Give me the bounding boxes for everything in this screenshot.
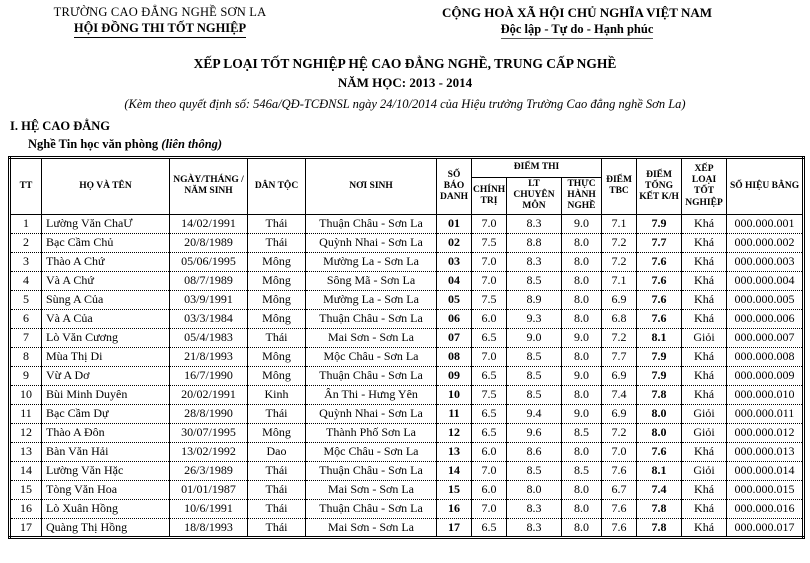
table-row bbox=[10, 518, 804, 537]
table-row bbox=[10, 442, 804, 461]
cell-birthplace: Mai Sơn - Sơn La bbox=[306, 518, 437, 537]
cell-dob: 03/9/1991 bbox=[170, 290, 248, 309]
col-header-tbc: ĐIỂM TBC bbox=[602, 158, 637, 215]
cell-politics-score: 7.5 bbox=[472, 290, 507, 309]
cell-theory-score: 8.9 bbox=[507, 290, 562, 309]
cell-dob: 20/8/1989 bbox=[170, 233, 248, 252]
cell-dob: 30/07/1995 bbox=[170, 423, 248, 442]
cell-tbc-score: 7.2 bbox=[602, 328, 637, 347]
cell-rank: Khá bbox=[682, 499, 727, 518]
cell-final-score: 7.6 bbox=[637, 290, 682, 309]
section-heading-he-cao-dang: I. HỆ CAO ĐẲNG bbox=[10, 119, 111, 133]
cell-name: Lường Văn ChaƯ bbox=[42, 214, 170, 233]
table-row bbox=[10, 252, 804, 271]
cell-name: Lò Văn Cương bbox=[42, 328, 170, 347]
cell-diploma-number: 000.000.008 bbox=[727, 347, 804, 366]
cell-final-score: 7.6 bbox=[637, 252, 682, 271]
cell-candidate-number: 08 bbox=[437, 347, 472, 366]
cell-practice-score: 8.0 bbox=[562, 252, 602, 271]
cell-tt: 7 bbox=[10, 328, 42, 347]
table-row bbox=[10, 347, 804, 366]
cell-tbc-score: 7.2 bbox=[602, 423, 637, 442]
cell-rank: Khá bbox=[682, 480, 727, 499]
cell-tt: 14 bbox=[10, 461, 42, 480]
cell-name: Bạc Cầm Dự bbox=[42, 404, 170, 423]
col-header-name: HỌ VÀ TÊN bbox=[42, 158, 170, 215]
cell-ethnicity: Thái bbox=[248, 518, 306, 537]
organization-block bbox=[10, 5, 310, 39]
cell-practice-score: 8.0 bbox=[562, 290, 602, 309]
cell-theory-score: 8.3 bbox=[507, 252, 562, 271]
cell-name: Mùa Thị Di bbox=[42, 347, 170, 366]
cell-practice-score: 8.0 bbox=[562, 309, 602, 328]
cell-candidate-number: 07 bbox=[437, 328, 472, 347]
cell-final-score: 8.1 bbox=[637, 461, 682, 480]
cell-politics-score: 7.0 bbox=[472, 214, 507, 233]
cell-tbc-score: 7.2 bbox=[602, 233, 637, 252]
cell-rank: Giỏi bbox=[682, 404, 727, 423]
table-row bbox=[10, 423, 804, 442]
cell-candidate-number: 09 bbox=[437, 366, 472, 385]
table-row bbox=[10, 309, 804, 328]
cell-diploma-number: 000.000.003 bbox=[727, 252, 804, 271]
cell-name: Bùi Minh Duyên bbox=[42, 385, 170, 404]
cell-dob: 08/7/1989 bbox=[170, 271, 248, 290]
cell-practice-score: 8.0 bbox=[562, 480, 602, 499]
table-row bbox=[10, 499, 804, 518]
cell-candidate-number: 11 bbox=[437, 404, 472, 423]
cell-candidate-number: 12 bbox=[437, 423, 472, 442]
cell-diploma-number: 000.000.014 bbox=[727, 461, 804, 480]
cell-diploma-number: 000.000.002 bbox=[727, 233, 804, 252]
cell-practice-score: 9.0 bbox=[562, 404, 602, 423]
cell-candidate-number: 14 bbox=[437, 461, 472, 480]
cell-ethnicity: Mông bbox=[248, 290, 306, 309]
cell-rank: Khá bbox=[682, 233, 727, 252]
col-header-final-score: ĐIỂM TỔNG KẾT K/H bbox=[637, 158, 682, 215]
cell-tbc-score: 7.2 bbox=[602, 252, 637, 271]
cell-diploma-number: 000.000.004 bbox=[727, 271, 804, 290]
cell-dob: 20/02/1991 bbox=[170, 385, 248, 404]
cell-theory-score: 8.5 bbox=[507, 271, 562, 290]
cell-diploma-number: 000.000.010 bbox=[727, 385, 804, 404]
cell-birthplace: Thuận Châu - Sơn La bbox=[306, 499, 437, 518]
col-header-rank: XẾP LOẠI TỐT NGHIỆP bbox=[682, 158, 727, 215]
cell-rank: Khá bbox=[682, 385, 727, 404]
col-header-theory: LT CHUYÊN MÔN bbox=[507, 178, 562, 215]
cell-dob: 21/8/1993 bbox=[170, 347, 248, 366]
cell-dob: 10/6/1991 bbox=[170, 499, 248, 518]
cell-ethnicity: Mông bbox=[248, 366, 306, 385]
cell-birthplace: Mai Sơn - Sơn La bbox=[306, 328, 437, 347]
table-body bbox=[10, 214, 804, 537]
document-title: XẾP LOẠI TỐT NGHIỆP HỆ CAO ĐẲNG NGHỀ, TRUNG CẤP NGHỀ bbox=[193, 56, 617, 71]
cell-ethnicity: Mông bbox=[248, 423, 306, 442]
cell-practice-score: 8.0 bbox=[562, 347, 602, 366]
cell-birthplace: Sông Mã - Sơn La bbox=[306, 271, 437, 290]
cell-practice-score: 9.0 bbox=[562, 214, 602, 233]
cell-dob: 14/02/1991 bbox=[170, 214, 248, 233]
cell-tbc-score: 7.6 bbox=[602, 461, 637, 480]
cell-birthplace: Mai Sơn - Sơn La bbox=[306, 480, 437, 499]
cell-politics-score: 6.0 bbox=[472, 442, 507, 461]
cell-final-score: 7.9 bbox=[637, 347, 682, 366]
cell-theory-score: 8.3 bbox=[507, 518, 562, 537]
cell-ethnicity: Thái bbox=[248, 233, 306, 252]
cell-politics-score: 7.0 bbox=[472, 461, 507, 480]
cell-diploma-number: 000.000.007 bbox=[727, 328, 804, 347]
cell-dob: 05/06/1995 bbox=[170, 252, 248, 271]
cell-birthplace: Mộc Châu - Sơn La bbox=[306, 347, 437, 366]
cell-practice-score: 8.0 bbox=[562, 233, 602, 252]
table-row bbox=[10, 461, 804, 480]
cell-name: Lò Xuân Hồng bbox=[42, 499, 170, 518]
cell-candidate-number: 10 bbox=[437, 385, 472, 404]
cell-ethnicity: Thái bbox=[248, 404, 306, 423]
cell-tt: 13 bbox=[10, 442, 42, 461]
cell-birthplace: Quỳnh Nhai - Sơn La bbox=[306, 233, 437, 252]
table-row bbox=[10, 385, 804, 404]
cell-tt: 15 bbox=[10, 480, 42, 499]
cell-theory-score: 8.3 bbox=[507, 214, 562, 233]
cell-tt: 1 bbox=[10, 214, 42, 233]
cell-tbc-score: 6.9 bbox=[602, 290, 637, 309]
table-row bbox=[10, 233, 804, 252]
cell-birthplace: Thuận Châu - Sơn La bbox=[306, 461, 437, 480]
col-header-diploma-number: SỐ HIỆU BẰNG bbox=[727, 158, 804, 215]
cell-tbc-score: 7.6 bbox=[602, 499, 637, 518]
cell-politics-score: 7.5 bbox=[472, 233, 507, 252]
cell-politics-score: 7.5 bbox=[472, 385, 507, 404]
table-row bbox=[10, 404, 804, 423]
cell-diploma-number: 000.000.013 bbox=[727, 442, 804, 461]
col-header-ethnicity: DÂN TỘC bbox=[248, 158, 306, 215]
table-row bbox=[10, 214, 804, 233]
cell-diploma-number: 000.000.015 bbox=[727, 480, 804, 499]
cell-candidate-number: 06 bbox=[437, 309, 472, 328]
cell-final-score: 7.8 bbox=[637, 499, 682, 518]
title-block bbox=[0, 56, 810, 91]
cell-name: Thào A Chứ bbox=[42, 252, 170, 271]
cell-politics-score: 7.0 bbox=[472, 271, 507, 290]
cell-practice-score: 8.5 bbox=[562, 423, 602, 442]
major-note: (liên thông) bbox=[161, 137, 223, 151]
cell-tt: 16 bbox=[10, 499, 42, 518]
table-row bbox=[10, 480, 804, 499]
cell-theory-score: 8.0 bbox=[507, 480, 562, 499]
cell-politics-score: 6.5 bbox=[472, 518, 507, 537]
council-name: HỘI ĐỒNG THI TỐT NGHIỆP bbox=[10, 21, 310, 38]
cell-tbc-score: 6.9 bbox=[602, 404, 637, 423]
cell-ethnicity: Thái bbox=[248, 328, 306, 347]
cell-ethnicity: Thái bbox=[248, 461, 306, 480]
cell-final-score: 7.9 bbox=[637, 366, 682, 385]
cell-theory-score: 8.3 bbox=[507, 499, 562, 518]
cell-ethnicity: Kinh bbox=[248, 385, 306, 404]
cell-dob: 13/02/1992 bbox=[170, 442, 248, 461]
cell-ethnicity: Mông bbox=[248, 347, 306, 366]
cell-tbc-score: 7.4 bbox=[602, 385, 637, 404]
section-heading-nghe bbox=[28, 137, 810, 152]
major-name: Nghề Tin học văn phòng bbox=[28, 137, 162, 151]
cell-candidate-number: 05 bbox=[437, 290, 472, 309]
cell-candidate-number: 04 bbox=[437, 271, 472, 290]
cell-final-score: 7.7 bbox=[637, 233, 682, 252]
national-motto-block bbox=[352, 5, 802, 39]
cell-name: Lường Văn Hặc bbox=[42, 461, 170, 480]
cell-candidate-number: 16 bbox=[437, 499, 472, 518]
cell-theory-score: 8.5 bbox=[507, 461, 562, 480]
decision-reference: (Kèm theo quyết định số: 546a/QĐ-TCĐNSL ngày 24/10/2014 của Hiệu trưởng Trường Cao đẳng nghề Sơn La) bbox=[124, 97, 686, 111]
cell-final-score: 8.1 bbox=[637, 328, 682, 347]
cell-tbc-score: 6.9 bbox=[602, 366, 637, 385]
cell-ethnicity: Mông bbox=[248, 309, 306, 328]
cell-birthplace: Thuận Châu - Sơn La bbox=[306, 214, 437, 233]
cell-rank: Giỏi bbox=[682, 461, 727, 480]
cell-final-score: 8.0 bbox=[637, 423, 682, 442]
cell-ethnicity: Mông bbox=[248, 271, 306, 290]
cell-dob: 05/4/1983 bbox=[170, 328, 248, 347]
cell-candidate-number: 01 bbox=[437, 214, 472, 233]
cell-diploma-number: 000.000.016 bbox=[727, 499, 804, 518]
cell-candidate-number: 03 bbox=[437, 252, 472, 271]
cell-tt: 17 bbox=[10, 518, 42, 537]
cell-name: Và A Của bbox=[42, 309, 170, 328]
col-header-dob: NGÀY/THÁNG / NĂM SINH bbox=[170, 158, 248, 215]
cell-theory-score: 9.3 bbox=[507, 309, 562, 328]
cell-tbc-score: 7.0 bbox=[602, 442, 637, 461]
document-header bbox=[0, 5, 810, 39]
cell-rank: Khá bbox=[682, 252, 727, 271]
cell-rank: Khá bbox=[682, 214, 727, 233]
cell-final-score: 7.8 bbox=[637, 518, 682, 537]
table-row bbox=[10, 328, 804, 347]
cell-ethnicity: Dao bbox=[248, 442, 306, 461]
cell-tt: 9 bbox=[10, 366, 42, 385]
cell-diploma-number: 000.000.012 bbox=[727, 423, 804, 442]
cell-birthplace: Mường La - Sơn La bbox=[306, 252, 437, 271]
cell-name: Sùng A Của bbox=[42, 290, 170, 309]
cell-rank: Khá bbox=[682, 290, 727, 309]
cell-birthplace: Quỳnh Nhai - Sơn La bbox=[306, 404, 437, 423]
cell-rank: Khá bbox=[682, 309, 727, 328]
cell-politics-score: 7.0 bbox=[472, 252, 507, 271]
cell-dob: 28/8/1990 bbox=[170, 404, 248, 423]
cell-tbc-score: 7.1 bbox=[602, 214, 637, 233]
cell-name: Quàng Thị Hồng bbox=[42, 518, 170, 537]
cell-theory-score: 8.5 bbox=[507, 366, 562, 385]
cell-tbc-score: 7.6 bbox=[602, 518, 637, 537]
cell-tt: 4 bbox=[10, 271, 42, 290]
cell-practice-score: 8.5 bbox=[562, 461, 602, 480]
cell-tbc-score: 7.1 bbox=[602, 271, 637, 290]
cell-theory-score: 8.6 bbox=[507, 442, 562, 461]
school-year: NĂM HỌC: 2013 - 2014 bbox=[337, 75, 473, 90]
cell-politics-score: 7.0 bbox=[472, 499, 507, 518]
cell-birthplace: Thành Phố Sơn La bbox=[306, 423, 437, 442]
cell-tt: 8 bbox=[10, 347, 42, 366]
cell-birthplace: Mộc Châu - Sơn La bbox=[306, 442, 437, 461]
cell-practice-score: 8.0 bbox=[562, 442, 602, 461]
cell-rank: Giỏi bbox=[682, 328, 727, 347]
cell-tt: 3 bbox=[10, 252, 42, 271]
national-title: CỘNG HOÀ XÃ HỘI CHỦ NGHĨA VIỆT NAM bbox=[441, 5, 713, 20]
cell-tbc-score: 6.8 bbox=[602, 309, 637, 328]
cell-birthplace: Ân Thi - Hưng Yên bbox=[306, 385, 437, 404]
national-motto: Độc lập - Tự do - Hạnh phúc bbox=[352, 22, 802, 39]
cell-final-score: 7.6 bbox=[637, 309, 682, 328]
cell-candidate-number: 02 bbox=[437, 233, 472, 252]
cell-tt: 10 bbox=[10, 385, 42, 404]
cell-practice-score: 9.0 bbox=[562, 366, 602, 385]
cell-birthplace: Mường La - Sơn La bbox=[306, 290, 437, 309]
organization-name: TRƯỜNG CAO ĐẲNG NGHỀ SƠN LA bbox=[53, 5, 267, 19]
cell-ethnicity: Thái bbox=[248, 499, 306, 518]
cell-practice-score: 8.0 bbox=[562, 271, 602, 290]
col-header-exam-scores: ĐIỂM THI bbox=[472, 158, 602, 178]
cell-politics-score: 6.0 bbox=[472, 480, 507, 499]
cell-ethnicity: Mông bbox=[248, 252, 306, 271]
cell-rank: Giỏi bbox=[682, 423, 727, 442]
cell-tt: 11 bbox=[10, 404, 42, 423]
col-header-tt: TT bbox=[10, 158, 42, 215]
cell-theory-score: 9.4 bbox=[507, 404, 562, 423]
cell-tt: 12 bbox=[10, 423, 42, 442]
table-row bbox=[10, 290, 804, 309]
cell-candidate-number: 13 bbox=[437, 442, 472, 461]
cell-name: Bạc Cầm Chủ bbox=[42, 233, 170, 252]
cell-rank: Khá bbox=[682, 271, 727, 290]
cell-tt: 6 bbox=[10, 309, 42, 328]
cell-final-score: 7.6 bbox=[637, 442, 682, 461]
cell-dob: 01/01/1987 bbox=[170, 480, 248, 499]
cell-rank: Khá bbox=[682, 347, 727, 366]
cell-dob: 03/3/1984 bbox=[170, 309, 248, 328]
cell-theory-score: 8.5 bbox=[507, 347, 562, 366]
cell-diploma-number: 000.000.011 bbox=[727, 404, 804, 423]
cell-politics-score: 7.0 bbox=[472, 347, 507, 366]
cell-birthplace: Thuận Châu - Sơn La bbox=[306, 366, 437, 385]
cell-dob: 16/7/1990 bbox=[170, 366, 248, 385]
cell-name: Bàn Văn Hải bbox=[42, 442, 170, 461]
table-row bbox=[10, 271, 804, 290]
cell-practice-score: 8.0 bbox=[562, 518, 602, 537]
col-header-politics: CHÍNH TRỊ bbox=[472, 178, 507, 215]
col-header-practice: THỰC HÀNH NGHỀ bbox=[562, 178, 602, 215]
cell-diploma-number: 000.000.006 bbox=[727, 309, 804, 328]
cell-name: Và A Chứ bbox=[42, 271, 170, 290]
cell-practice-score: 8.0 bbox=[562, 385, 602, 404]
cell-final-score: 7.4 bbox=[637, 480, 682, 499]
cell-practice-score: 8.0 bbox=[562, 499, 602, 518]
cell-politics-score: 6.5 bbox=[472, 366, 507, 385]
cell-name: Thào A Đôn bbox=[42, 423, 170, 442]
cell-theory-score: 9.0 bbox=[507, 328, 562, 347]
cell-dob: 26/3/1989 bbox=[170, 461, 248, 480]
table-row bbox=[10, 366, 804, 385]
cell-rank: Khá bbox=[682, 518, 727, 537]
cell-politics-score: 6.5 bbox=[472, 404, 507, 423]
cell-name: Tòng Văn Hoa bbox=[42, 480, 170, 499]
cell-birthplace: Thuận Châu - Sơn La bbox=[306, 309, 437, 328]
cell-rank: Khá bbox=[682, 366, 727, 385]
cell-tt: 5 bbox=[10, 290, 42, 309]
cell-politics-score: 6.5 bbox=[472, 328, 507, 347]
col-header-birthplace: NƠI SINH bbox=[306, 158, 437, 215]
cell-final-score: 7.8 bbox=[637, 385, 682, 404]
graduation-table bbox=[8, 156, 805, 539]
cell-diploma-number: 000.000.017 bbox=[727, 518, 804, 537]
cell-diploma-number: 000.000.005 bbox=[727, 290, 804, 309]
cell-candidate-number: 15 bbox=[437, 480, 472, 499]
cell-final-score: 7.9 bbox=[637, 214, 682, 233]
cell-rank: Khá bbox=[682, 442, 727, 461]
cell-tbc-score: 7.7 bbox=[602, 347, 637, 366]
cell-tt: 2 bbox=[10, 233, 42, 252]
cell-politics-score: 6.5 bbox=[472, 423, 507, 442]
table-header bbox=[10, 158, 804, 215]
cell-dob: 18/8/1993 bbox=[170, 518, 248, 537]
cell-diploma-number: 000.000.009 bbox=[727, 366, 804, 385]
cell-final-score: 7.6 bbox=[637, 271, 682, 290]
cell-ethnicity: Thái bbox=[248, 480, 306, 499]
cell-practice-score: 9.0 bbox=[562, 328, 602, 347]
cell-theory-score: 8.5 bbox=[507, 385, 562, 404]
cell-theory-score: 9.6 bbox=[507, 423, 562, 442]
cell-politics-score: 6.0 bbox=[472, 309, 507, 328]
cell-candidate-number: 17 bbox=[437, 518, 472, 537]
cell-tbc-score: 6.7 bbox=[602, 480, 637, 499]
cell-theory-score: 8.8 bbox=[507, 233, 562, 252]
cell-diploma-number: 000.000.001 bbox=[727, 214, 804, 233]
cell-name: Vừ A Dơ bbox=[42, 366, 170, 385]
cell-ethnicity: Thái bbox=[248, 214, 306, 233]
col-header-candidate-number: SỐ BÁO DANH bbox=[437, 158, 472, 215]
cell-final-score: 8.0 bbox=[637, 404, 682, 423]
